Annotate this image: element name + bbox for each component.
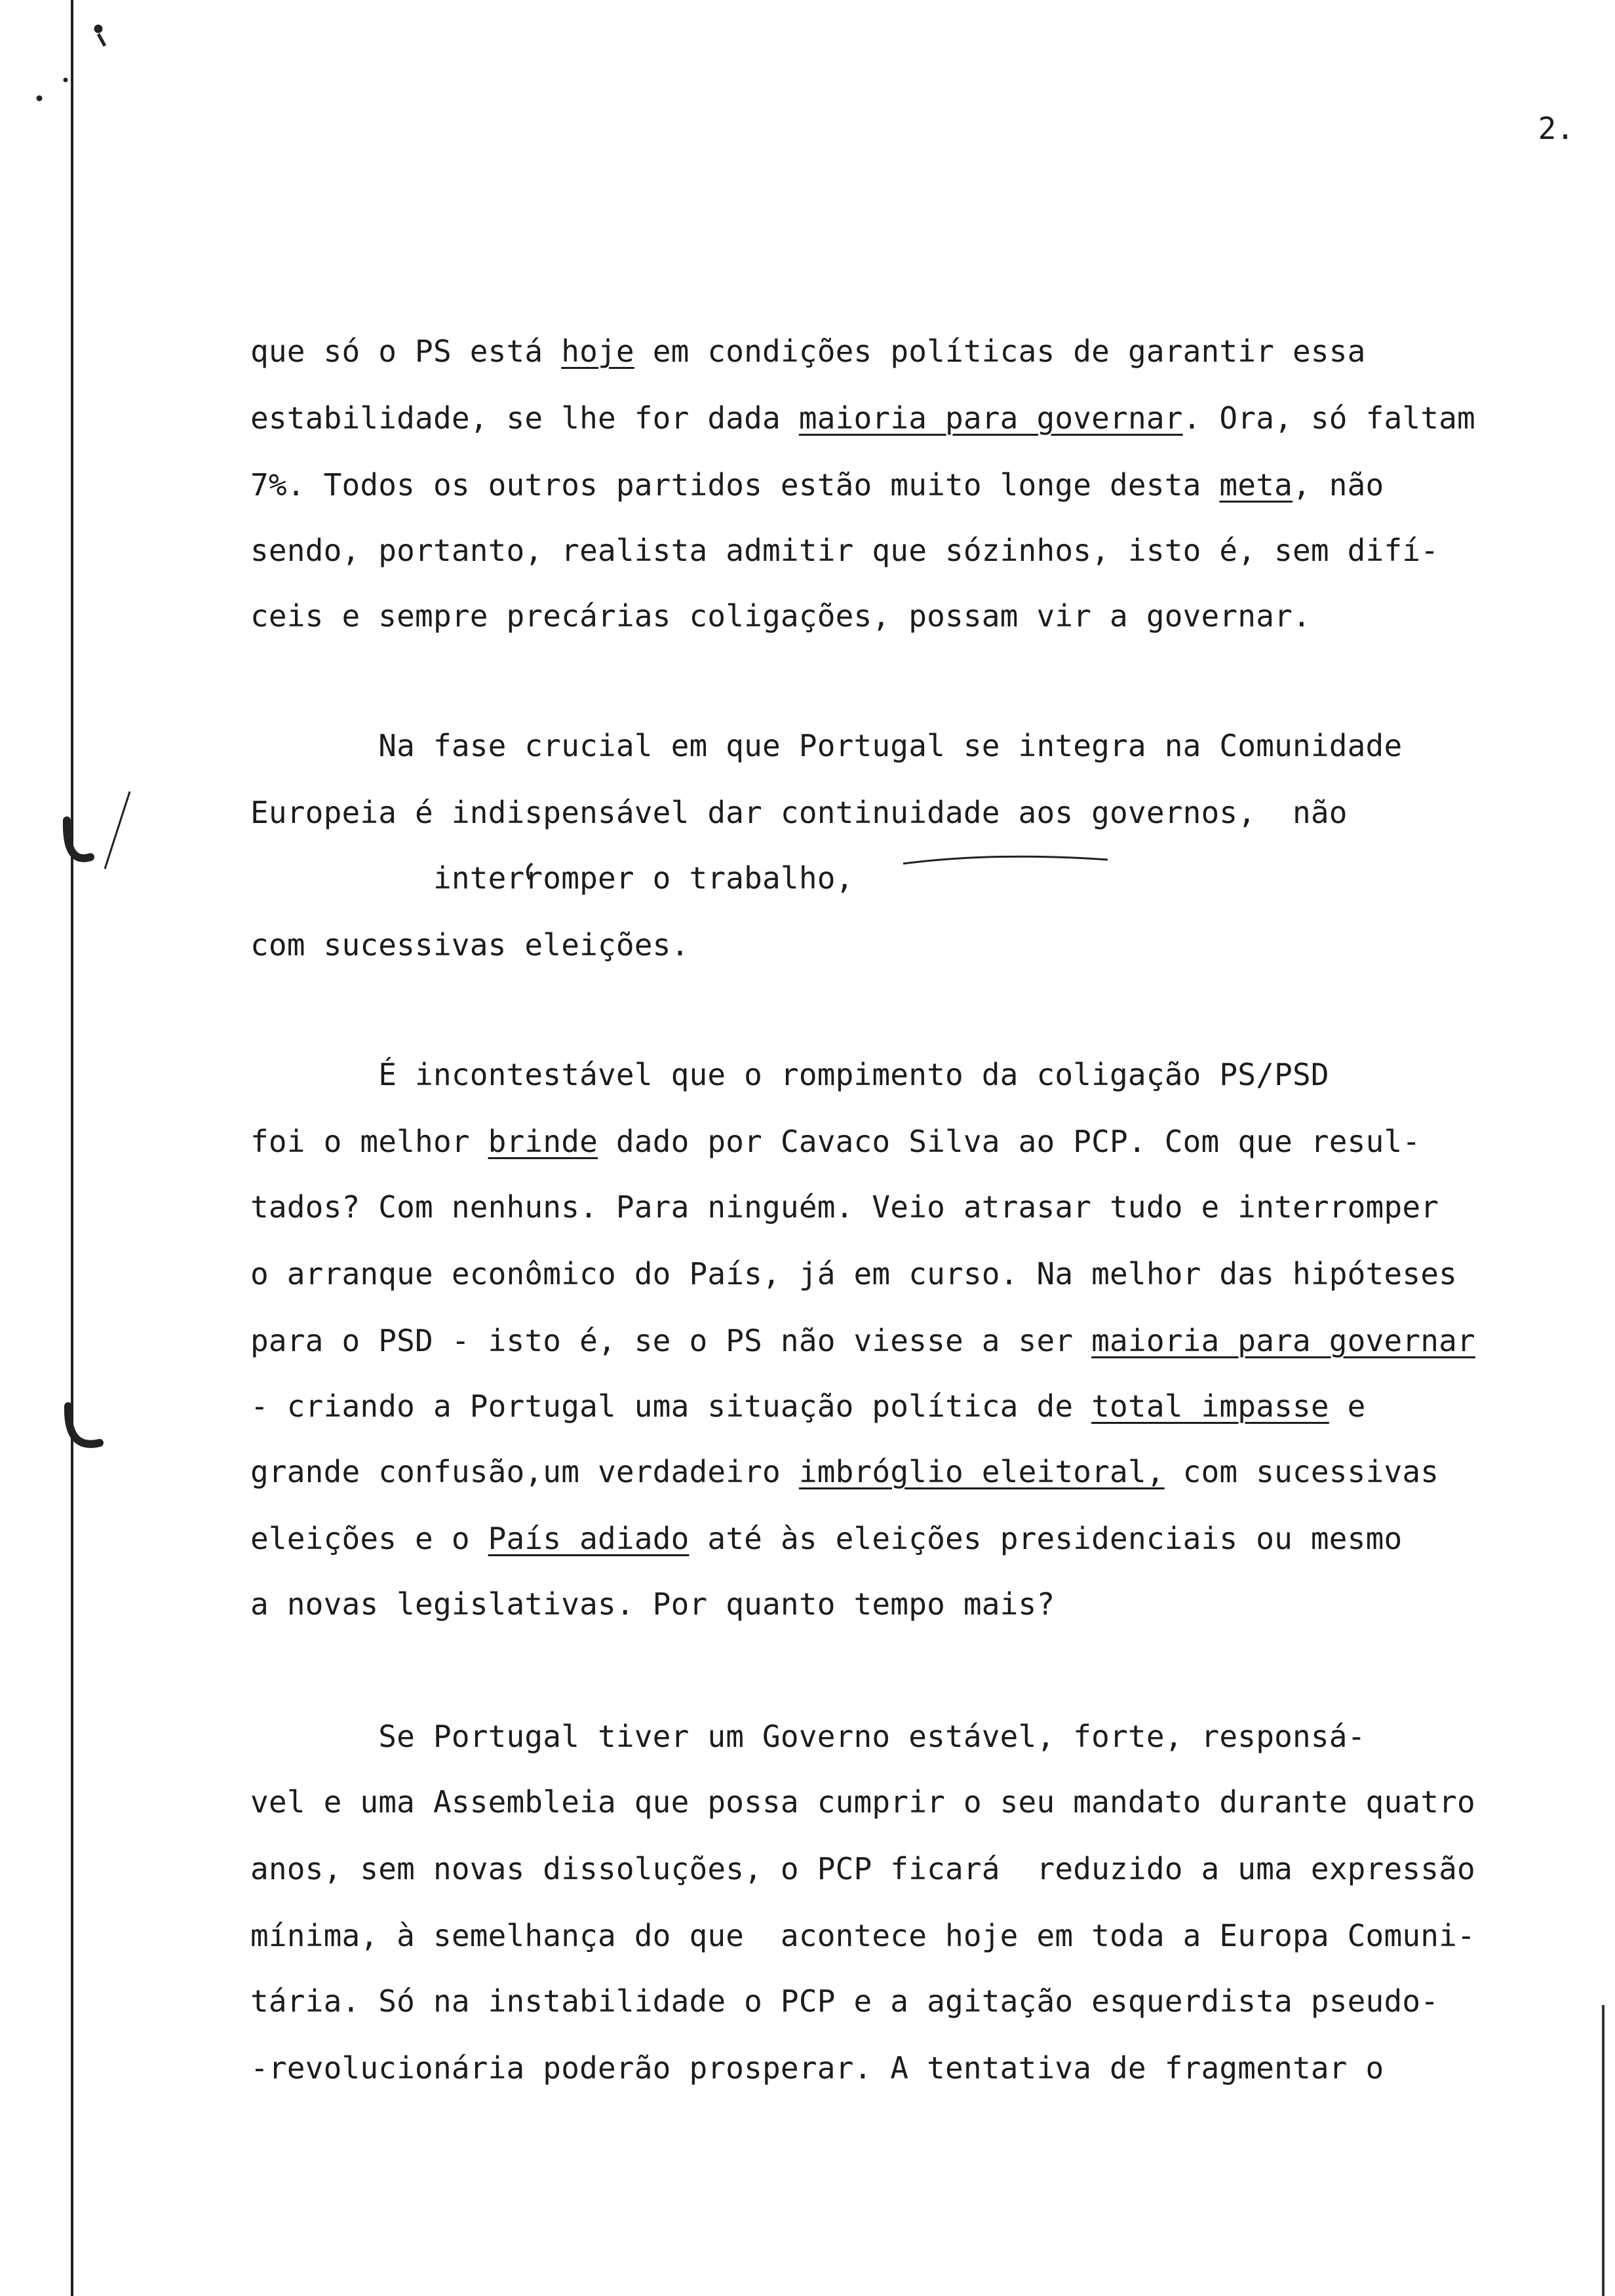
text-segment: ceis e sempre precárias coligações, possam vir a governar. [250, 598, 1311, 634]
text-segment: que só o PS está [250, 334, 562, 369]
text-line [250, 1586, 1055, 1622]
text-segment: - criando a Portugal uma situação política de [250, 1388, 1092, 1424]
underlined-text: imbróglio eleitoral, [798, 1454, 1165, 1489]
text-segment: foi o melhor [250, 1124, 488, 1159]
text-segment: tária. Só na instabilidade o PCP e a agitação esquerdista pseudo- [250, 1983, 1439, 2019]
text-segment: dado por Cavaco Silva ao PCP. Com que resul- [598, 1124, 1421, 1159]
text-line [250, 1784, 1475, 1820]
text-segment: para o PSD - isto é, se o PS não viesse a ser [250, 1323, 1092, 1358]
text-segment: vel e uma Assembleia que possa cumprir o seu mandato durante quatro [250, 1784, 1475, 1820]
text-line [250, 1123, 1420, 1160]
text-segment: em condições políticas de garantir essa [634, 334, 1366, 369]
text-line [250, 1520, 1402, 1557]
text-segment: estabilidade, se lhe for dada [250, 400, 799, 436]
text-segment: É incontestável que o rompimento da coligação PS/PSD [250, 1057, 1329, 1092]
text-segment: Se Portugal tiver um Governo estável, forte, responsá- [250, 1719, 1366, 1754]
underlined-text: maioria para governar [1091, 1323, 1475, 1358]
text-line [250, 727, 1402, 764]
text-segment: interromper o trabalho, [250, 860, 854, 896]
text-segment: até às eleições presidenciais ou mesmo [689, 1521, 1403, 1556]
text-segment: 7%. Todos os outros partidos estão muito longe desta [250, 467, 1220, 503]
text-segment: o arranque econômico do País, já em curso. Na melhor das hipóteses [250, 1256, 1458, 1292]
text-segment: eleições e o [250, 1521, 488, 1556]
text-line [250, 467, 1384, 503]
underlined-text: hoje [561, 334, 634, 369]
text-line [250, 1917, 1475, 1954]
underlined-text: País adiado [488, 1521, 690, 1556]
text-segment: anos, sem novas dissoluções, o PCP ficará reduzido a uma expressão [250, 1851, 1475, 1886]
underlined-text: maioria para governar [798, 400, 1183, 436]
text-segment: tados? Com nenhuns. Para ninguém. Veio atrasar tudo e interromper [250, 1189, 1439, 1225]
text-line [250, 1056, 1329, 1093]
text-line [250, 1388, 1366, 1425]
page-number: 2. [1538, 111, 1574, 146]
text-line [250, 1718, 1366, 1755]
text-line [250, 598, 1311, 634]
text-line [250, 400, 1475, 436]
text-segment: sendo, portanto, realista admitir que sózinhos, isto é, sem difí- [250, 533, 1439, 568]
text-line [250, 1850, 1475, 1887]
text-segment: com sucessivas [1164, 1454, 1439, 1489]
text-line [250, 532, 1439, 569]
text-line [250, 1453, 1439, 1490]
text-line [250, 1189, 1439, 1225]
text-segment: -revolucionária poderão prosperar. A tentativa de fragmentar o [250, 2050, 1384, 2086]
text-segment: mínima, à semelhança do que acontece hoje em toda a Europa Comuni- [250, 1918, 1475, 1953]
text-line [250, 1983, 1439, 2019]
text-line [250, 794, 1348, 831]
text-segment: com sucessivas eleições. [250, 927, 690, 963]
underlined-text: brinde [488, 1124, 598, 1159]
text-line [250, 333, 1366, 370]
text-segment: a novas legislativas. Por quanto tempo mais? [250, 1586, 1055, 1622]
text-line [250, 927, 689, 963]
underlined-text: total impasse [1091, 1388, 1329, 1424]
text-line [250, 1322, 1475, 1359]
text-segment: grande confusão,um verdadeiro [250, 1454, 799, 1489]
text-segment: . Ora, só faltam [1182, 400, 1475, 436]
text-line [250, 2050, 1384, 2086]
text-line [250, 1255, 1457, 1292]
text-segment: Na fase crucial em que Portugal se integra na Comunidade [250, 728, 1403, 763]
underlined-text: meta [1219, 467, 1293, 503]
text-segment: , não [1292, 467, 1384, 503]
text-segment: Europeia é indispensável dar continuidade aos governos, não [250, 795, 1348, 830]
text-segment: e [1329, 1388, 1366, 1424]
text-line [250, 860, 854, 896]
